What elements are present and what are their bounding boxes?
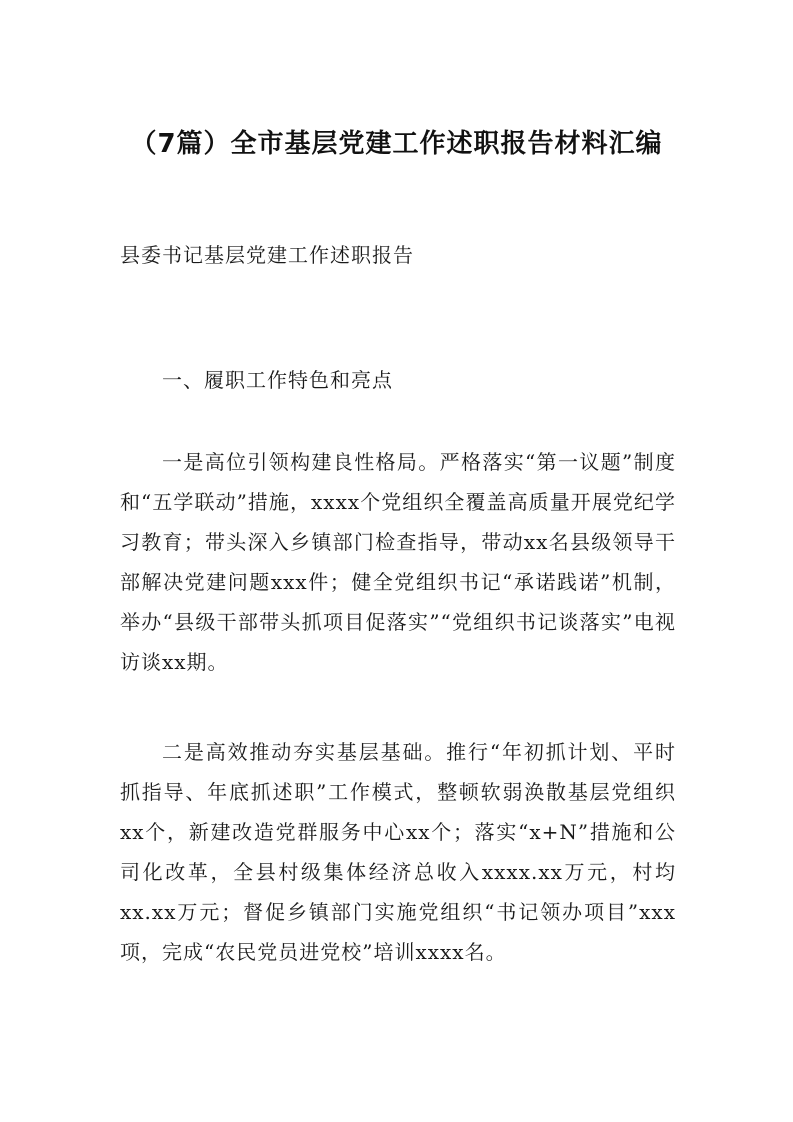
document-title: （7篇）全市基层党建工作述职报告材料汇编 bbox=[130, 129, 663, 159]
report-subtitle: 县委书记基层党建工作述职报告 bbox=[120, 243, 414, 267]
paragraph-1: 一是高位引领构建良性格局。严格落实“第一议题”制度和“五学联动”措施，xxxx个党组织全覆盖高质量开展党纪学习教育；带头深入乡镇部门检查指导，带动xx名县级领导干部解决党建问题xxx件；健全党组织书记“承诺践诺”机制，举办“县级干部带头抓项目促落实”“党组织书记谈落实”电视访谈xx期。 bbox=[120, 450, 676, 674]
section-heading: 一、履职工作特色和亮点 bbox=[162, 368, 393, 392]
paragraph-2: 二是高效推动夯实基层基础。推行“年初抓计划、平时抓指导、年底抓述职”工作模式，整顿软弱涣散基层党组织xx个，新建改造党群服务中心xx个；落实“x+N”措施和公司化改革，全县村级集体经济总收入xxxx.xx万元，村均xx.xx万元；督促乡镇部门实施党组织“书记领办项目”xxx项，完成“农民党员进党校”培训xxxx名。 bbox=[120, 740, 676, 964]
